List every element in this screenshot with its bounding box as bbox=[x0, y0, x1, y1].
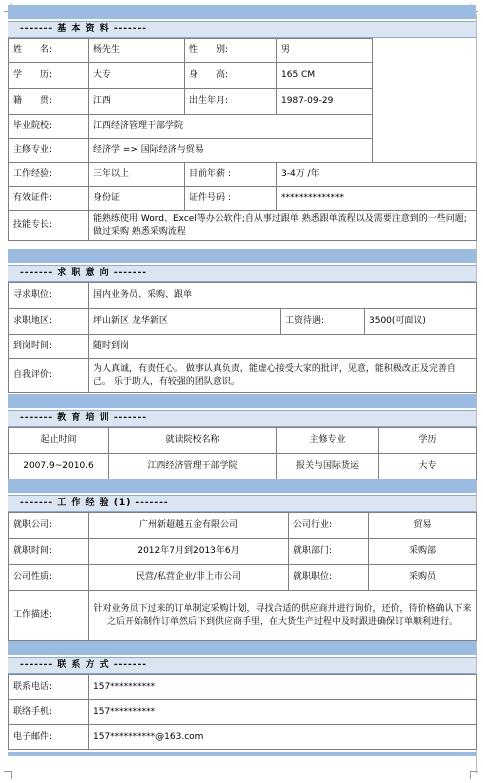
gender-value: 男 bbox=[277, 39, 373, 63]
birth-label: 出生年月: bbox=[185, 89, 277, 115]
certificate-label: 有效证件: bbox=[9, 187, 89, 211]
education-value: 大专 bbox=[89, 63, 185, 89]
edu-header-school: 就读院校名称 bbox=[109, 428, 277, 454]
education-label: 学 历: bbox=[9, 63, 89, 89]
skills-value: 能熟练使用 Word、Excel等办公软件;自从事过跟单 熟悉跟单流程以及需要注意到的一些问题;做过采购 熟悉采购流程 bbox=[89, 211, 477, 241]
contact-table bbox=[8, 674, 477, 750]
experience-label: 工作经验: bbox=[9, 163, 89, 187]
origin-label: 籍 贯: bbox=[9, 89, 89, 115]
edu-period: 2007.9~2010.6 bbox=[9, 454, 109, 480]
desired-position-value: 国内业务员、采购、跟单 bbox=[89, 283, 477, 309]
phone-label: 联系电话: bbox=[9, 675, 89, 700]
work-experience-table bbox=[8, 512, 477, 641]
mobile-label: 联络手机: bbox=[9, 700, 89, 725]
gender-label: 性 别: bbox=[185, 39, 277, 63]
email-value: 157**********@163.com bbox=[89, 725, 477, 750]
section-bar bbox=[8, 249, 476, 263]
self-evaluation-value: 为人真诚，有责任心。 做事认真负责，能虚心接受大家的批评，见意，能积极改正及完善自己。 乐于助人，有较强的团队意识。 bbox=[89, 359, 477, 393]
edu-header-period: 起止时间 bbox=[9, 428, 109, 454]
company-type-label: 公司性质: bbox=[9, 565, 89, 591]
salary-value: 3-4万 /年 bbox=[277, 163, 477, 187]
id-number-value: ************** bbox=[277, 187, 477, 211]
company-label: 就职公司: bbox=[9, 513, 89, 539]
company-type-value: 民营/私营企业/非上市公司 bbox=[89, 565, 289, 591]
education-heading: ------- 教 育 培 训 ------- bbox=[8, 410, 476, 427]
name-label: 姓 名: bbox=[9, 39, 89, 63]
industry-value: 贸易 bbox=[369, 513, 477, 539]
skills-label: 技能专长: bbox=[9, 211, 89, 241]
school-label: 毕业院校: bbox=[9, 115, 89, 139]
work-experience-heading: ------- 工 作 经 验 (1) ------- bbox=[8, 495, 476, 512]
edu-school: 江西经济管理干部学院 bbox=[109, 454, 277, 480]
height-label: 身 高: bbox=[185, 63, 277, 89]
department-value: 采购部 bbox=[369, 539, 477, 565]
desired-position-label: 寻求职位: bbox=[9, 283, 89, 309]
major-value: 经济学 => 国际经济与贸易 bbox=[89, 139, 373, 163]
basic-info-table bbox=[8, 38, 477, 241]
job-intention-heading: ------- 求 职 意 向 ------- bbox=[8, 265, 476, 282]
edu-header-degree: 学历 bbox=[379, 428, 477, 454]
company-value: 广州新超越五金有限公司 bbox=[89, 513, 289, 539]
name-value: 杨先生 bbox=[89, 39, 185, 63]
crop-mark bbox=[4, 771, 12, 779]
job-description-value: 针对业务员下过来的订单制定采购计划，寻找合适的供应商并进行询价，还价，待价格确认下来之后开始制作订单然后下到供应商手里，在大货生产过程中及时跟进确保订单顺利进行。 bbox=[89, 591, 477, 641]
start-date-value: 随时到岗 bbox=[89, 335, 477, 359]
employment-period-label: 就职时间: bbox=[9, 539, 89, 565]
role-label: 就职职位: bbox=[289, 565, 369, 591]
phone-value: 157********** bbox=[89, 675, 477, 700]
edu-degree: 大专 bbox=[379, 454, 477, 480]
section-bar bbox=[8, 5, 476, 19]
birth-value: 1987-09-29 bbox=[277, 89, 373, 115]
major-label: 主修专业: bbox=[9, 139, 89, 163]
industry-label: 公司行业: bbox=[289, 513, 369, 539]
self-evaluation-label: 自我评价: bbox=[9, 359, 89, 393]
education-table bbox=[8, 427, 477, 480]
department-label: 就职部门: bbox=[289, 539, 369, 565]
edu-major: 报关与国际货运 bbox=[277, 454, 379, 480]
section-bar bbox=[8, 641, 476, 655]
section-bar bbox=[8, 394, 476, 408]
employment-period-value: 2012年7月到2013年6月 bbox=[89, 539, 289, 565]
basic-info-heading: ------- 基 本 资 料 ------- bbox=[8, 21, 476, 38]
origin-value: 江西 bbox=[89, 89, 185, 115]
role-value: 采购员 bbox=[369, 565, 477, 591]
contact-heading: ------- 联 系 方 式 ------- bbox=[8, 657, 476, 674]
expected-pay-value: 3500(可面议) bbox=[365, 309, 477, 335]
salary-label: 目前年薪 : bbox=[185, 163, 277, 187]
start-date-label: 到岗时间: bbox=[9, 335, 89, 359]
job-description-label: 工作描述: bbox=[9, 591, 89, 641]
certificate-value: 身份证 bbox=[89, 187, 185, 211]
section-bar bbox=[8, 479, 476, 493]
desired-area-value: 坪山新区 龙华新区 bbox=[89, 309, 281, 335]
id-number-label: 证件号码 : bbox=[185, 187, 277, 211]
desired-area-label: 求职地区: bbox=[9, 309, 89, 335]
email-label: 电子邮件: bbox=[9, 725, 89, 750]
section-bar bbox=[8, 752, 476, 756]
job-intention-table bbox=[8, 282, 477, 393]
mobile-value: 157********** bbox=[89, 700, 477, 725]
edu-header-major: 主修专业 bbox=[277, 428, 379, 454]
expected-pay-label: 工资待遇: bbox=[281, 309, 365, 335]
height-value: 165 CM bbox=[277, 63, 373, 89]
school-value: 江西经济管理干部学院 bbox=[89, 115, 373, 139]
experience-value: 三年以上 bbox=[89, 163, 185, 187]
photo-area bbox=[373, 39, 477, 115]
